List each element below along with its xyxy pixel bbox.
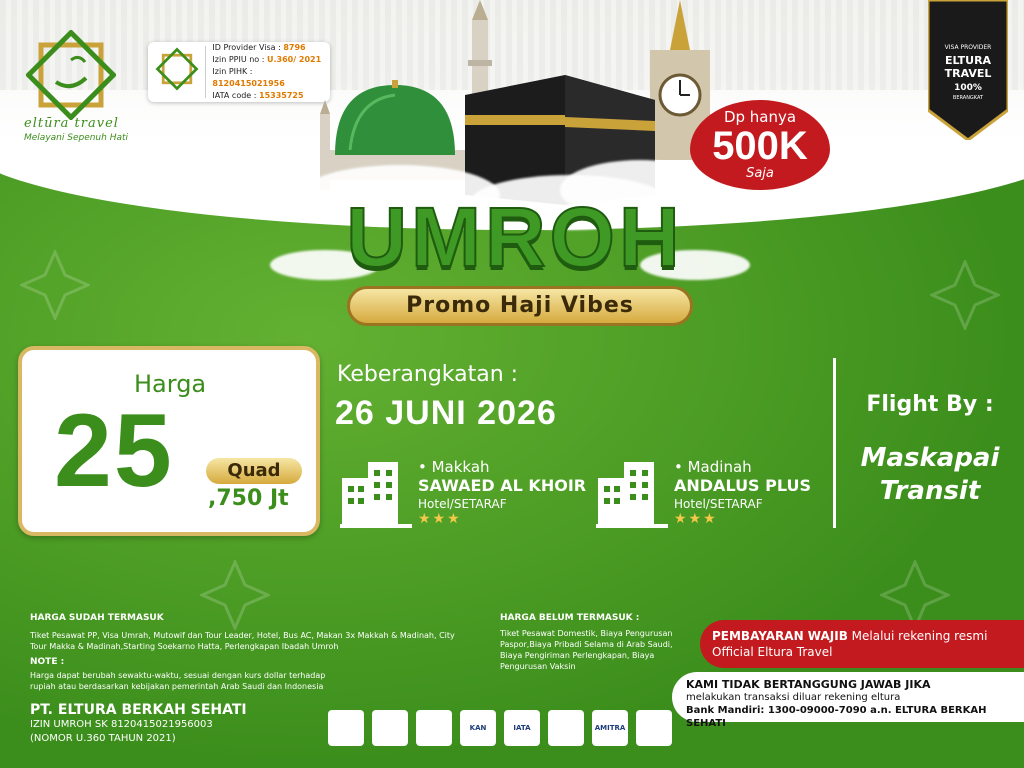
license-logo bbox=[154, 46, 206, 98]
warning-line-3: Bank Mandiri: 1300-09000-7090 a.n. ELTURA BERKAH SEHATI bbox=[686, 705, 987, 729]
hotel-class: Hotel/SETARAF bbox=[674, 497, 763, 511]
star-pattern-icon bbox=[20, 250, 90, 320]
octagram-logo-icon bbox=[26, 30, 116, 120]
dp-suffix: Saja bbox=[746, 166, 774, 181]
octagram-logo-icon bbox=[154, 46, 200, 92]
hotel-building-icon bbox=[340, 458, 412, 528]
star-pattern-icon bbox=[930, 260, 1000, 330]
departure-date: 26 JUNI 2026 bbox=[335, 394, 557, 432]
license-label: IATA code bbox=[212, 91, 252, 100]
license-value: U.360/ 2021 bbox=[266, 55, 322, 64]
hotel-building-icon bbox=[596, 458, 668, 528]
hotel-name: ANDALUS PLUS bbox=[674, 476, 812, 495]
brand-tagline: Melayani Sepenuh Hati bbox=[24, 133, 129, 143]
flight-value-line: Transit bbox=[879, 476, 981, 506]
hotel-text bbox=[418, 458, 598, 527]
hotel-name: SAWAED AL KHOIR bbox=[418, 476, 587, 495]
company-number: (NOMOR U.360 TAHUN 2021) bbox=[30, 733, 176, 744]
license-line: IATA code : 15335725 bbox=[212, 91, 304, 100]
dp-amount: 500K bbox=[712, 124, 808, 168]
iata-logo-icon: IATA bbox=[504, 710, 540, 746]
brand-name: eltūra travel bbox=[24, 116, 119, 131]
payment-box bbox=[700, 620, 1024, 668]
section-divider bbox=[833, 358, 836, 528]
promo-subtitle: Promo Haji Vibes bbox=[347, 286, 693, 326]
price-label: Harga bbox=[134, 370, 207, 398]
note-title: NOTE : bbox=[30, 657, 65, 667]
hotel-class: Hotel/SETARAF bbox=[418, 497, 507, 511]
license-value: 15335725 bbox=[259, 91, 304, 100]
company-license: IZIN UMROH SK 8120415021956003 bbox=[30, 719, 213, 730]
hotel-stars: ★★★ bbox=[674, 511, 718, 527]
badge-top: VISA PROVIDER bbox=[944, 44, 992, 51]
star-pattern-icon bbox=[200, 560, 270, 630]
room-type-pill: Quad bbox=[206, 458, 302, 484]
license-label: ID Provider Visa bbox=[212, 43, 276, 52]
license-lines bbox=[212, 42, 324, 102]
license-line: Izin PPIU no : U.360/ 2021 bbox=[212, 55, 322, 64]
kan-logo-icon: KAN bbox=[460, 710, 496, 746]
departure-label: Keberangkatan : bbox=[337, 362, 519, 387]
badge-name-1: ELTURA bbox=[944, 54, 992, 67]
hero-title: UMROH bbox=[346, 190, 684, 284]
payment-rest: Melalui rekening resmi Official Eltura Travel bbox=[712, 629, 988, 659]
warning-line-1: KAMI TIDAK BERTANGGUNG JAWAB JIKA bbox=[686, 678, 931, 691]
price-major: 25 bbox=[54, 393, 174, 509]
badge-bottom: BERANGKAT bbox=[952, 95, 984, 101]
license-value: 8796 bbox=[283, 43, 306, 52]
badge-name-2: TRAVEL bbox=[944, 67, 992, 80]
company-name: PT. ELTURA BERKAH SEHATI bbox=[30, 702, 247, 718]
partner-logo-icon bbox=[372, 710, 408, 746]
warning-line-2: melakukan transaksi diluar rekening eltura bbox=[686, 692, 901, 703]
note-body: Harga dapat berubah sewaktu-waktu, sesuai dengan kurs dollar terhadap rupiah atau berdasarkan kebijakan pemerintah Arab Saudi dan Indonesia bbox=[30, 671, 326, 691]
license-line: Izin PIHK : 8120415021956 bbox=[212, 67, 285, 88]
license-label: Izin PIHK bbox=[212, 67, 248, 76]
price-card bbox=[18, 346, 320, 536]
flight-value-line: Maskapai bbox=[860, 443, 1000, 473]
excludes-title: HARGA BELUM TERMASUK : bbox=[500, 613, 640, 623]
includes-title: HARGA SUDAH TERMASUK bbox=[30, 613, 164, 623]
flight-value bbox=[845, 442, 1015, 508]
company-info bbox=[30, 702, 247, 746]
price-minor: ,750 Jt bbox=[208, 486, 289, 511]
partner-logo-icon bbox=[548, 710, 584, 746]
partner-logo-icon bbox=[416, 710, 452, 746]
dp-label: Dp hanya bbox=[723, 108, 797, 126]
payment-bold: PEMBAYARAN WAJIB bbox=[712, 629, 848, 643]
badge-pct: 100% bbox=[954, 83, 982, 93]
license-card bbox=[148, 42, 330, 102]
hotel-city: • Madinah bbox=[674, 458, 752, 476]
flight-label: Flight By : bbox=[866, 392, 994, 417]
license-line: ID Provider Visa : 8796 bbox=[212, 43, 306, 52]
down-payment-bubble bbox=[690, 100, 830, 190]
hotel-text bbox=[674, 458, 854, 527]
hotel-stars: ★★★ bbox=[418, 511, 462, 527]
license-label: Izin PPIU no bbox=[212, 55, 260, 64]
visa-provider-badge bbox=[928, 0, 1008, 140]
partner-logo-icon bbox=[636, 710, 672, 746]
brand-logo bbox=[18, 30, 129, 143]
license-value: 8120415021956 bbox=[212, 79, 285, 88]
partner-logos bbox=[328, 710, 672, 746]
warning-box bbox=[672, 672, 1024, 729]
excludes-body: Tiket Pesawat Domestik, Biaya Pengurusan Paspor,Biaya Pribadi Selama di Arab Saudi, Biaya Pengiriman Perlengkapan, Biaya Pengurusan Vaksin bbox=[500, 629, 673, 671]
kemenag-logo-icon bbox=[328, 710, 364, 746]
amitra-logo-icon: AMITRA bbox=[592, 710, 628, 746]
includes-body: Tiket Pesawat PP, Visa Umrah, Mutowif dan Tour Leader, Hotel, Bus AC, Makan 3x Makkah & Madinah, City Tour Makka & Madinah,Starting Soekarno Hatta, Perlengkapan Ibadah Umroh bbox=[30, 631, 455, 651]
hotel-city: • Makkah bbox=[418, 458, 490, 476]
